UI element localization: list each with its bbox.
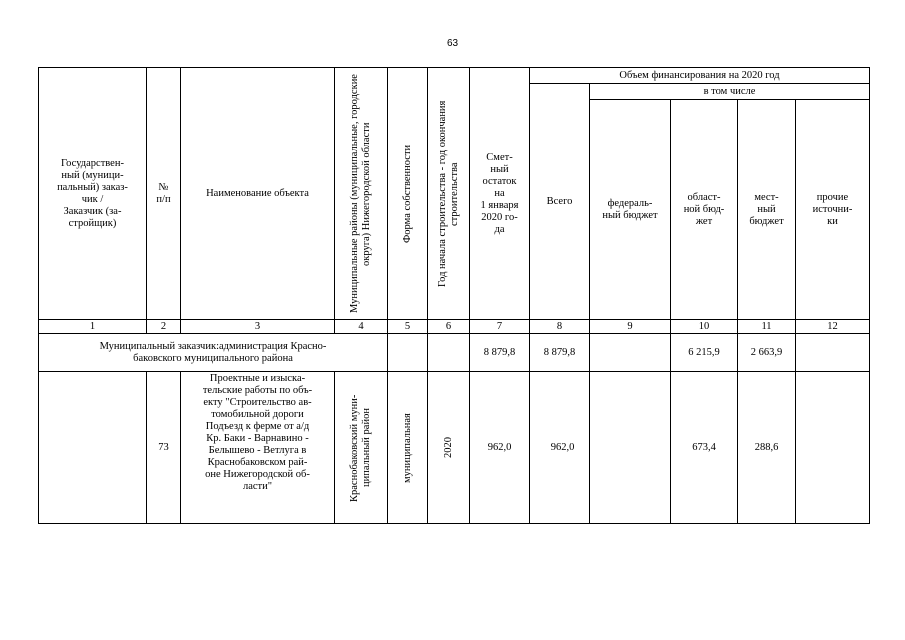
header-including-text: в том числе xyxy=(703,85,756,97)
header-ownership-text: Форма собственности xyxy=(401,144,413,243)
object-index: 73 xyxy=(147,372,181,524)
object-other xyxy=(796,372,870,524)
header-years-text: Год начала строительства - год окончания строительства xyxy=(436,100,460,287)
object-customer-cell xyxy=(39,372,147,524)
object-local: 288,6 xyxy=(738,372,796,524)
column-number: 3 xyxy=(181,320,335,334)
column-number: 6 xyxy=(428,320,470,334)
column-number: 12 xyxy=(796,320,870,334)
object-ownership-text: муниципальная xyxy=(401,412,413,483)
header-regional xyxy=(671,100,738,320)
column-number-row xyxy=(39,320,870,334)
column-number: 1 xyxy=(39,320,147,334)
customer-years-cell xyxy=(428,334,470,372)
object-ownership xyxy=(388,372,428,524)
header-customer-text: Государствен- ный (муници- пальный) заказ- чик / Заказчик (за- стройщик) xyxy=(57,157,128,229)
column-number: 5 xyxy=(388,320,428,334)
object-row xyxy=(39,372,870,524)
customer-row xyxy=(39,334,870,372)
customer-other xyxy=(796,334,870,372)
header-total xyxy=(530,84,590,320)
object-years-text: 2020 xyxy=(442,437,454,458)
column-number: 11 xyxy=(738,320,796,334)
column-number: 4 xyxy=(335,320,388,334)
customer-federal xyxy=(590,334,671,372)
header-estimate-balance-text: Смет- ный остаток на 1 января 2020 го- да xyxy=(480,151,519,235)
header-local-text: мест- ный бюджет xyxy=(749,191,784,227)
header-customer xyxy=(39,68,147,320)
header-total-text: Всего xyxy=(546,195,573,207)
customer-local: 2 663,9 xyxy=(738,334,796,372)
header-regional-text: област- ной бюд- жет xyxy=(683,191,725,227)
column-number: 7 xyxy=(470,320,530,334)
header-index-text: № п/п xyxy=(156,181,171,205)
customer-ownership-cell xyxy=(388,334,428,372)
header-other-text: прочие источни- ки xyxy=(812,191,853,227)
column-number: 2 xyxy=(147,320,181,334)
header-index xyxy=(147,68,181,320)
object-district-text: Краснобаковский муни- ципальный район xyxy=(349,393,372,502)
header-local xyxy=(738,100,796,320)
page-number: 63 xyxy=(446,38,459,49)
customer-regional: 6 215,9 xyxy=(671,334,738,372)
header-funding-group xyxy=(530,68,870,84)
object-federal xyxy=(590,372,671,524)
header-federal-text: федераль- ный бюджет xyxy=(602,197,658,221)
column-number: 9 xyxy=(590,320,671,334)
header-years xyxy=(428,68,470,320)
header-districts xyxy=(335,68,388,320)
column-number: 10 xyxy=(671,320,738,334)
column-number: 8 xyxy=(530,320,590,334)
object-years xyxy=(428,372,470,524)
header-funding-group-text: Объем финансирования на 2020 год xyxy=(619,69,780,81)
header-including xyxy=(590,84,870,100)
customer-estimate-balance: 8 879,8 xyxy=(470,334,530,372)
header-federal xyxy=(590,100,671,320)
financing-table xyxy=(38,67,870,524)
object-total: 962,0 xyxy=(530,372,590,524)
header-estimate-balance xyxy=(470,68,530,320)
header-ownership xyxy=(388,68,428,320)
customer-label-text: Муниципальный заказчик:администрация Красно- баковского муниципального района xyxy=(99,340,327,364)
object-regional: 673,4 xyxy=(671,372,738,524)
object-district xyxy=(335,372,388,524)
object-estimate-balance: 962,0 xyxy=(470,372,530,524)
customer-label xyxy=(39,334,388,372)
header-other xyxy=(796,100,870,320)
header-object-name-text: Наименование объекта xyxy=(206,187,309,199)
header-object-name xyxy=(181,68,335,320)
customer-total: 8 879,8 xyxy=(530,334,590,372)
object-name xyxy=(181,372,335,524)
header-districts-text: Муниципальные районы (муниципальные, городские округа) Нижегородской области xyxy=(349,74,372,313)
object-name-text: Проектные и изыска- тельские работы по объ- екту "Строительство ав- томобильной дороги Подъезд к ферме от а/д Кр. Баки - Варнавино - Белышево - Ветлуга в Краснобаковском рай- оне Нижегородской об- ласти" xyxy=(202,373,313,492)
